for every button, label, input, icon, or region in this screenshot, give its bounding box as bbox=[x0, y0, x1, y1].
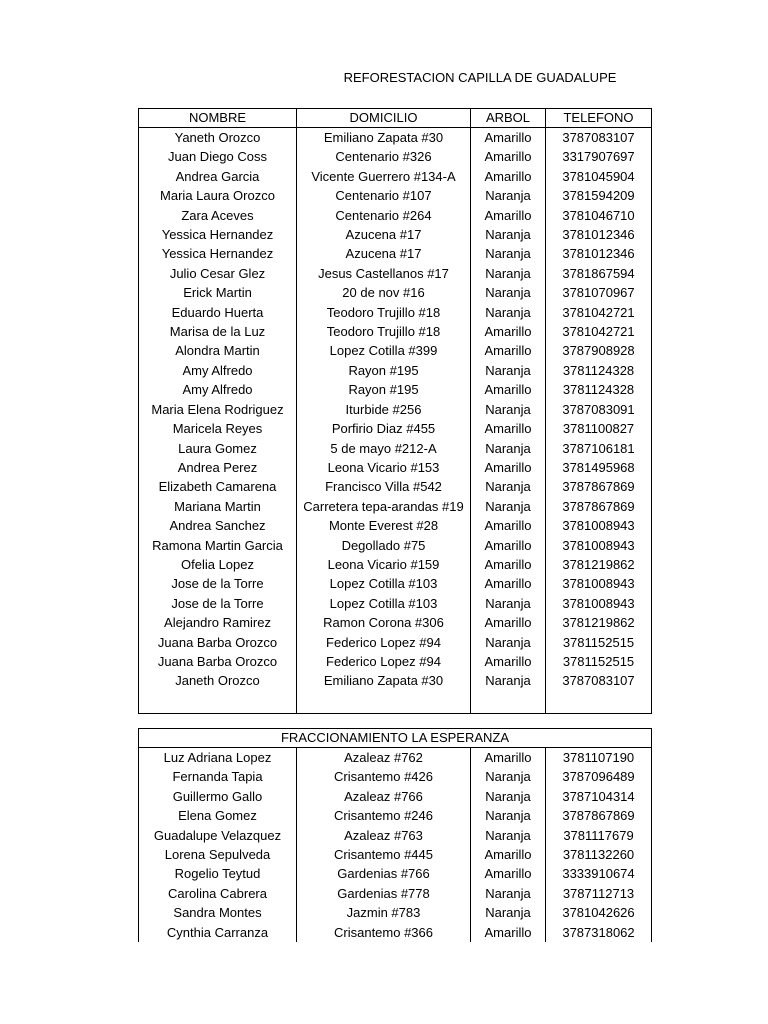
nombre-cell: Andrea Perez bbox=[139, 458, 297, 477]
telefono-cell: 3781042721 bbox=[546, 322, 652, 341]
domicilio-cell: Azaleaz #762 bbox=[297, 748, 471, 768]
nombre-cell: Sandra Montes bbox=[139, 903, 297, 922]
telefono-cell: 3781042721 bbox=[546, 303, 652, 322]
domicilio-cell: Rayon #195 bbox=[297, 361, 471, 380]
table-row bbox=[139, 380, 652, 399]
nombre-cell: Mariana Martin bbox=[139, 497, 297, 516]
nombre-cell: Cynthia Carranza bbox=[139, 923, 297, 942]
arbol-cell: Amarillo bbox=[471, 923, 546, 942]
telefono-cell: 3787318062 bbox=[546, 923, 652, 942]
table-row bbox=[139, 652, 652, 671]
telefono-cell: 3787908928 bbox=[546, 341, 652, 360]
table-row bbox=[139, 225, 652, 244]
nombre-cell: Juana Barba Orozco bbox=[139, 652, 297, 671]
domicilio-cell: Centenario #326 bbox=[297, 147, 471, 166]
header-arbol: ARBOL bbox=[471, 109, 546, 128]
nombre-cell: Juan Diego Coss bbox=[139, 147, 297, 166]
arbol-cell: Naranja bbox=[471, 303, 546, 322]
telefono-cell: 3781008943 bbox=[546, 516, 652, 535]
table-row bbox=[139, 633, 652, 652]
arbol-cell: Naranja bbox=[471, 671, 546, 690]
arbol-cell: Naranja bbox=[471, 884, 546, 903]
arbol-cell: Naranja bbox=[471, 806, 546, 825]
document-title: REFORESTACION CAPILLA DE GUADALUPE bbox=[343, 70, 617, 85]
telefono-cell: 3787867869 bbox=[546, 497, 652, 516]
domicilio-cell: Azucena #17 bbox=[297, 244, 471, 263]
telefono-cell: 3781495968 bbox=[546, 458, 652, 477]
telefono-cell: 3781219862 bbox=[546, 613, 652, 632]
domicilio-cell: Azucena #17 bbox=[297, 225, 471, 244]
table-row bbox=[139, 167, 652, 186]
arbol-cell: Amarillo bbox=[471, 516, 546, 535]
table-row bbox=[139, 903, 652, 922]
table-row bbox=[139, 361, 652, 380]
arbol-cell: Naranja bbox=[471, 283, 546, 302]
nombre-cell: Elizabeth Camarena bbox=[139, 477, 297, 496]
domicilio-cell: 20 de nov #16 bbox=[297, 283, 471, 302]
nombre-cell: Amy Alfredo bbox=[139, 380, 297, 399]
arbol-cell: Amarillo bbox=[471, 341, 546, 360]
nombre-cell: Eduardo Huerta bbox=[139, 303, 297, 322]
table-header-row bbox=[139, 109, 652, 128]
arbol-cell: Amarillo bbox=[471, 458, 546, 477]
domicilio-cell: Porfirio Diaz #455 bbox=[297, 419, 471, 438]
arbol-cell: Amarillo bbox=[471, 748, 546, 768]
arbol-cell: Naranja bbox=[471, 497, 546, 516]
domicilio-cell: Federico Lopez #94 bbox=[297, 633, 471, 652]
domicilio-cell: Azaleaz #766 bbox=[297, 787, 471, 806]
domicilio-cell: Lopez Cotilla #399 bbox=[297, 341, 471, 360]
telefono-cell: 3333910674 bbox=[546, 864, 652, 883]
nombre-cell: Fernanda Tapia bbox=[139, 767, 297, 786]
table-row bbox=[139, 574, 652, 593]
nombre-cell: Janeth Orozco bbox=[139, 671, 297, 690]
table-row bbox=[139, 458, 652, 477]
table-row bbox=[139, 477, 652, 496]
arbol-cell: Amarillo bbox=[471, 574, 546, 593]
nombre-cell: Luz Adriana Lopez bbox=[139, 748, 297, 768]
domicilio-cell: Leona Vicario #159 bbox=[297, 555, 471, 574]
table-row bbox=[139, 419, 652, 438]
table-row bbox=[139, 613, 652, 632]
telefono-cell: 3781124328 bbox=[546, 361, 652, 380]
table-row bbox=[139, 128, 652, 148]
nombre-cell: Carolina Cabrera bbox=[139, 884, 297, 903]
nombre-cell: Maria Elena Rodriguez bbox=[139, 400, 297, 419]
telefono-cell: 3787112713 bbox=[546, 884, 652, 903]
nombre-cell: Guadalupe Velazquez bbox=[139, 826, 297, 845]
domicilio-cell: Teodoro Trujillo #18 bbox=[297, 303, 471, 322]
table-row bbox=[139, 303, 652, 322]
table-row bbox=[139, 322, 652, 341]
domicilio-cell: Lopez Cotilla #103 bbox=[297, 574, 471, 593]
section-header-row bbox=[139, 729, 652, 748]
table-row bbox=[139, 244, 652, 263]
table-row bbox=[139, 497, 652, 516]
nombre-cell: Jose de la Torre bbox=[139, 594, 297, 613]
telefono-cell: 3781219862 bbox=[546, 555, 652, 574]
telefono-cell: 3787867869 bbox=[546, 806, 652, 825]
arbol-cell: Amarillo bbox=[471, 845, 546, 864]
reforestation-table-body bbox=[139, 128, 652, 714]
header-domicilio: DOMICILIO bbox=[297, 109, 471, 128]
arbol-cell: Naranja bbox=[471, 767, 546, 786]
domicilio-cell: Emiliano Zapata #30 bbox=[297, 671, 471, 690]
telefono-cell: 3781012346 bbox=[546, 244, 652, 263]
table-row bbox=[139, 516, 652, 535]
table-row bbox=[139, 845, 652, 864]
fraccionamiento-table bbox=[138, 728, 652, 942]
table-row bbox=[139, 787, 652, 806]
domicilio-cell: Jazmin #783 bbox=[297, 903, 471, 922]
nombre-cell: Andrea Garcia bbox=[139, 167, 297, 186]
domicilio-cell: Iturbide #256 bbox=[297, 400, 471, 419]
nombre-cell: Maria Laura Orozco bbox=[139, 186, 297, 205]
arbol-cell: Amarillo bbox=[471, 206, 546, 225]
domicilio-cell: Francisco Villa #542 bbox=[297, 477, 471, 496]
nombre-cell: Juana Barba Orozco bbox=[139, 633, 297, 652]
telefono-cell: 3787083091 bbox=[546, 400, 652, 419]
nombre-cell: Lorena Sepulveda bbox=[139, 845, 297, 864]
table-row bbox=[139, 186, 652, 205]
fraccionamiento-table-body bbox=[139, 748, 652, 943]
telefono-cell: 3781045904 bbox=[546, 167, 652, 186]
empty-cell bbox=[546, 691, 652, 714]
arbol-cell: Naranja bbox=[471, 439, 546, 458]
nombre-cell: Ramona Martin Garcia bbox=[139, 536, 297, 555]
arbol-cell: Naranja bbox=[471, 361, 546, 380]
arbol-cell: Naranja bbox=[471, 903, 546, 922]
telefono-cell: 3781070967 bbox=[546, 283, 652, 302]
table-row bbox=[139, 806, 652, 825]
arbol-cell: Amarillo bbox=[471, 128, 546, 148]
nombre-cell: Erick Martin bbox=[139, 283, 297, 302]
arbol-cell: Amarillo bbox=[471, 167, 546, 186]
nombre-cell: Yessica Hernandez bbox=[139, 244, 297, 263]
telefono-cell: 3781046710 bbox=[546, 206, 652, 225]
domicilio-cell: Rayon #195 bbox=[297, 380, 471, 399]
arbol-cell: Naranja bbox=[471, 186, 546, 205]
nombre-cell: Laura Gomez bbox=[139, 439, 297, 458]
domicilio-cell: 5 de mayo #212-A bbox=[297, 439, 471, 458]
table-row bbox=[139, 864, 652, 883]
table-row bbox=[139, 671, 652, 690]
table-row bbox=[139, 206, 652, 225]
telefono-cell: 3787867869 bbox=[546, 477, 652, 496]
arbol-cell: Naranja bbox=[471, 594, 546, 613]
nombre-cell: Alejandro Ramirez bbox=[139, 613, 297, 632]
arbol-cell: Amarillo bbox=[471, 613, 546, 632]
table-row bbox=[139, 400, 652, 419]
header-telefono: TELEFONO bbox=[546, 109, 652, 128]
arbol-cell: Amarillo bbox=[471, 536, 546, 555]
empty-cell bbox=[139, 691, 297, 714]
arbol-cell: Naranja bbox=[471, 787, 546, 806]
empty-cell bbox=[471, 691, 546, 714]
table-row bbox=[139, 283, 652, 302]
domicilio-cell: Carretera tepa-arandas #19 bbox=[297, 497, 471, 516]
domicilio-cell: Monte Everest #28 bbox=[297, 516, 471, 535]
domicilio-cell: Centenario #107 bbox=[297, 186, 471, 205]
domicilio-cell: Gardenias #766 bbox=[297, 864, 471, 883]
table-row bbox=[139, 555, 652, 574]
telefono-cell: 3781867594 bbox=[546, 264, 652, 283]
nombre-cell: Alondra Martin bbox=[139, 341, 297, 360]
header-nombre: NOMBRE bbox=[139, 109, 297, 128]
nombre-cell: Maricela Reyes bbox=[139, 419, 297, 438]
arbol-cell: Naranja bbox=[471, 225, 546, 244]
arbol-cell: Amarillo bbox=[471, 380, 546, 399]
telefono-cell: 3781107190 bbox=[546, 748, 652, 768]
arbol-cell: Naranja bbox=[471, 826, 546, 845]
table-row bbox=[139, 536, 652, 555]
domicilio-cell: Teodoro Trujillo #18 bbox=[297, 322, 471, 341]
telefono-cell: 3781132260 bbox=[546, 845, 652, 864]
nombre-cell: Ofelia Lopez bbox=[139, 555, 297, 574]
telefono-cell: 3317907697 bbox=[546, 147, 652, 166]
nombre-cell: Amy Alfredo bbox=[139, 361, 297, 380]
nombre-cell: Zara Aceves bbox=[139, 206, 297, 225]
table-row bbox=[139, 748, 652, 768]
domicilio-cell: Crisantemo #246 bbox=[297, 806, 471, 825]
nombre-cell: Julio Cesar Glez bbox=[139, 264, 297, 283]
section-title: FRACCIONAMIENTO LA ESPERANZA bbox=[139, 729, 652, 748]
table-row bbox=[139, 767, 652, 786]
domicilio-cell: Crisantemo #366 bbox=[297, 923, 471, 942]
arbol-cell: Naranja bbox=[471, 400, 546, 419]
domicilio-cell: Leona Vicario #153 bbox=[297, 458, 471, 477]
telefono-cell: 3781042626 bbox=[546, 903, 652, 922]
table-row bbox=[139, 147, 652, 166]
telefono-cell: 3781008943 bbox=[546, 536, 652, 555]
arbol-cell: Amarillo bbox=[471, 652, 546, 671]
arbol-cell: Amarillo bbox=[471, 322, 546, 341]
arbol-cell: Naranja bbox=[471, 264, 546, 283]
domicilio-cell: Ramon Corona #306 bbox=[297, 613, 471, 632]
telefono-cell: 3781594209 bbox=[546, 186, 652, 205]
telefono-cell: 3781152515 bbox=[546, 652, 652, 671]
domicilio-cell: Gardenias #778 bbox=[297, 884, 471, 903]
empty-row bbox=[139, 691, 652, 714]
arbol-cell: Naranja bbox=[471, 244, 546, 263]
nombre-cell: Andrea Sanchez bbox=[139, 516, 297, 535]
telefono-cell: 3781008943 bbox=[546, 594, 652, 613]
domicilio-cell: Azaleaz #763 bbox=[297, 826, 471, 845]
table-row bbox=[139, 826, 652, 845]
arbol-cell: Naranja bbox=[471, 633, 546, 652]
arbol-cell: Amarillo bbox=[471, 555, 546, 574]
domicilio-cell: Jesus Castellanos #17 bbox=[297, 264, 471, 283]
nombre-cell: Yessica Hernandez bbox=[139, 225, 297, 244]
reforestation-table bbox=[138, 108, 652, 714]
telefono-cell: 3781152515 bbox=[546, 633, 652, 652]
arbol-cell: Amarillo bbox=[471, 147, 546, 166]
telefono-cell: 3781008943 bbox=[546, 574, 652, 593]
nombre-cell: Jose de la Torre bbox=[139, 574, 297, 593]
domicilio-cell: Emiliano Zapata #30 bbox=[297, 128, 471, 148]
nombre-cell: Elena Gomez bbox=[139, 806, 297, 825]
domicilio-cell: Degollado #75 bbox=[297, 536, 471, 555]
nombre-cell: Yaneth Orozco bbox=[139, 128, 297, 148]
telefono-cell: 3787096489 bbox=[546, 767, 652, 786]
nombre-cell: Guillermo Gallo bbox=[139, 787, 297, 806]
domicilio-cell: Vicente Guerrero #134-A bbox=[297, 167, 471, 186]
arbol-cell: Naranja bbox=[471, 477, 546, 496]
nombre-cell: Marisa de la Luz bbox=[139, 322, 297, 341]
domicilio-cell: Centenario #264 bbox=[297, 206, 471, 225]
arbol-cell: Amarillo bbox=[471, 419, 546, 438]
table-row bbox=[139, 264, 652, 283]
telefono-cell: 3781100827 bbox=[546, 419, 652, 438]
telefono-cell: 3787106181 bbox=[546, 439, 652, 458]
table-row bbox=[139, 439, 652, 458]
domicilio-cell: Crisantemo #426 bbox=[297, 767, 471, 786]
telefono-cell: 3787083107 bbox=[546, 671, 652, 690]
domicilio-cell: Crisantemo #445 bbox=[297, 845, 471, 864]
domicilio-cell: Lopez Cotilla #103 bbox=[297, 594, 471, 613]
table-row bbox=[139, 884, 652, 903]
telefono-cell: 3787083107 bbox=[546, 128, 652, 148]
empty-cell bbox=[297, 691, 471, 714]
telefono-cell: 3781012346 bbox=[546, 225, 652, 244]
nombre-cell: Rogelio Teytud bbox=[139, 864, 297, 883]
domicilio-cell: Federico Lopez #94 bbox=[297, 652, 471, 671]
telefono-cell: 3787104314 bbox=[546, 787, 652, 806]
telefono-cell: 3781124328 bbox=[546, 380, 652, 399]
table-row bbox=[139, 341, 652, 360]
table-row bbox=[139, 594, 652, 613]
arbol-cell: Amarillo bbox=[471, 864, 546, 883]
table-row bbox=[139, 923, 652, 942]
telefono-cell: 3781117679 bbox=[546, 826, 652, 845]
